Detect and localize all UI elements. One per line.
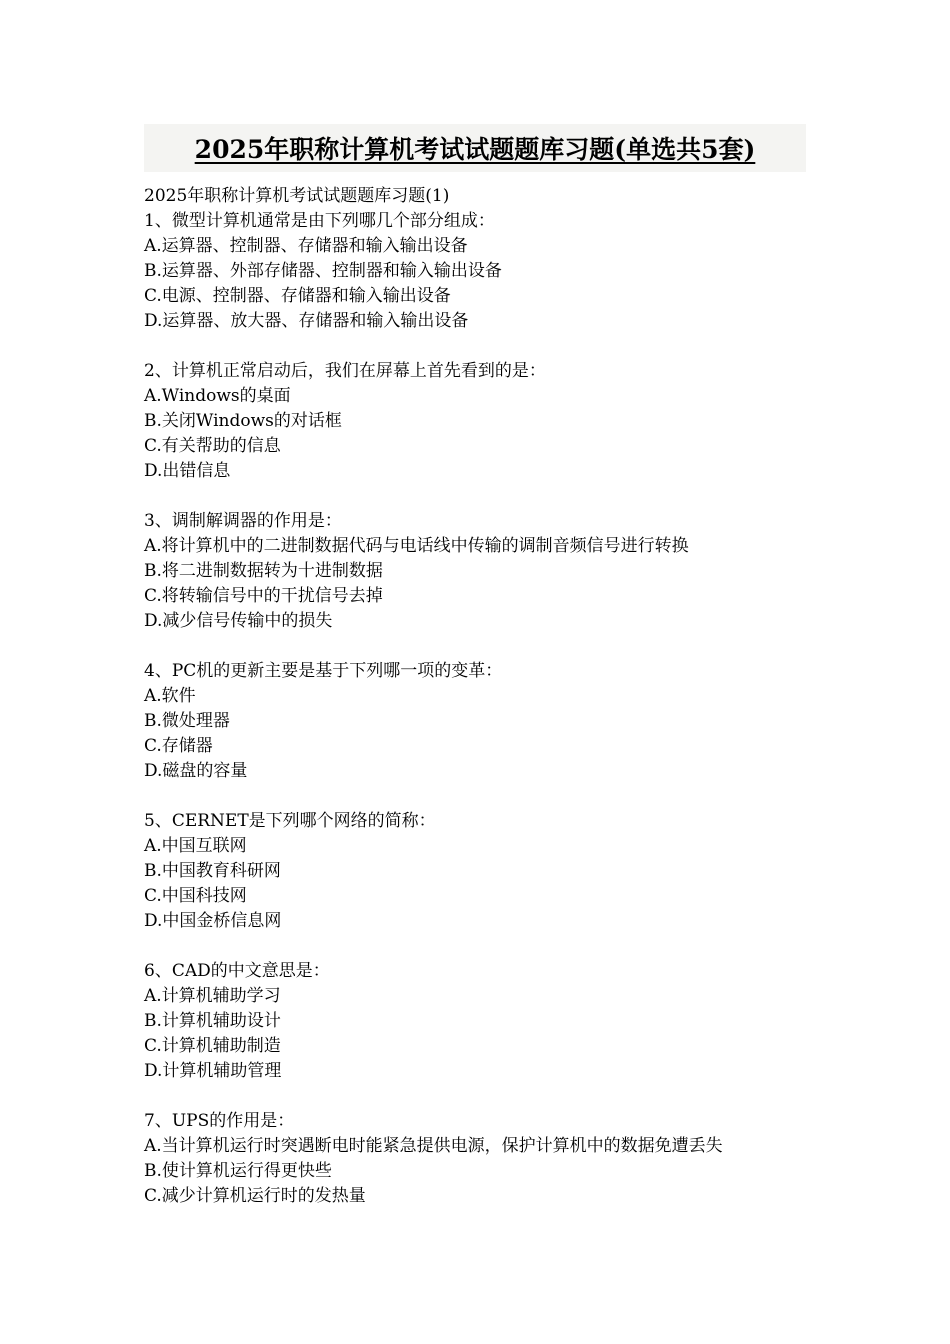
question-text: 7、UPS的作用是： [144, 1111, 295, 1131]
option-c: C.存储器 [144, 736, 213, 756]
option-b: B.计算机辅助设计 [144, 1011, 281, 1031]
document-title-bar [144, 124, 806, 172]
question-text: 5、CERNET是下列哪个网络的简称： [144, 811, 436, 831]
option-b: B.使计算机运行得更快些 [144, 1161, 332, 1181]
option-d: D.计算机辅助管理 [144, 1061, 282, 1081]
question-text: 6、CAD的中文意思是： [144, 961, 330, 981]
option-a: A.将计算机中的二进制数据代码与电话线中传输的调制音频信号进行转换 [144, 536, 689, 556]
question-block [144, 959, 824, 1084]
question-block [144, 359, 824, 484]
spacer [144, 634, 824, 659]
option-a: A.当计算机运行时突遇断电时能紧急提供电源，保护计算机中的数据免遭丢失 [144, 1136, 723, 1156]
question-block [144, 1109, 824, 1209]
option-c: C.计算机辅助制造 [144, 1036, 281, 1056]
option-a: A.运算器、控制器、存储器和输入输出设备 [144, 236, 468, 256]
option-c: C.电源、控制器、存储器和输入输出设备 [144, 286, 451, 306]
option-b: B.关闭Windows的对话框 [144, 411, 342, 431]
spacer [144, 334, 824, 359]
option-a: A.软件 [144, 686, 196, 706]
question-text: 4、PC机的更新主要是基于下列哪一项的变革： [144, 661, 503, 681]
document-body [144, 184, 824, 1209]
spacer [144, 934, 824, 959]
document-title: 2025年职称计算机考试试题题库习题(单选共5套) [194, 135, 756, 164]
question-block [144, 809, 824, 934]
spacer [144, 1084, 824, 1109]
option-d: D.出错信息 [144, 461, 231, 481]
option-d: D.运算器、放大器、存储器和输入输出设备 [144, 311, 469, 331]
option-d: D.中国金桥信息网 [144, 911, 282, 931]
option-d: D.减少信号传输中的损失 [144, 611, 333, 631]
option-b: B.中国教育科研网 [144, 861, 281, 881]
spacer [144, 484, 824, 509]
option-a: A.Windows的桌面 [144, 386, 291, 406]
option-c: C.减少计算机运行时的发热量 [144, 1186, 366, 1206]
option-d: D.磁盘的容量 [144, 761, 248, 781]
option-c: C.中国科技网 [144, 886, 247, 906]
option-a: A.中国互联网 [144, 836, 247, 856]
question-block [144, 659, 824, 784]
question-text: 2、计算机正常启动后，我们在屏幕上首先看到的是： [144, 361, 546, 381]
option-b: B.微处理器 [144, 711, 230, 731]
question-text: 1、微型计算机通常是由下列哪几个部分组成： [144, 211, 495, 231]
document-subtitle: 2025年职称计算机考试试题题库习题(1) [144, 186, 450, 206]
question-block [144, 509, 824, 634]
spacer [144, 784, 824, 809]
option-b: B.运算器、外部存储器、控制器和输入输出设备 [144, 261, 502, 281]
option-a: A.计算机辅助学习 [144, 986, 281, 1006]
question-block [144, 209, 824, 334]
question-text: 3、调制解调器的作用是： [144, 511, 342, 531]
option-b: B.将二进制数据转为十进制数据 [144, 561, 383, 581]
option-c: C.有关帮助的信息 [144, 436, 281, 456]
option-c: C.将转输信号中的干扰信号去掉 [144, 586, 383, 606]
